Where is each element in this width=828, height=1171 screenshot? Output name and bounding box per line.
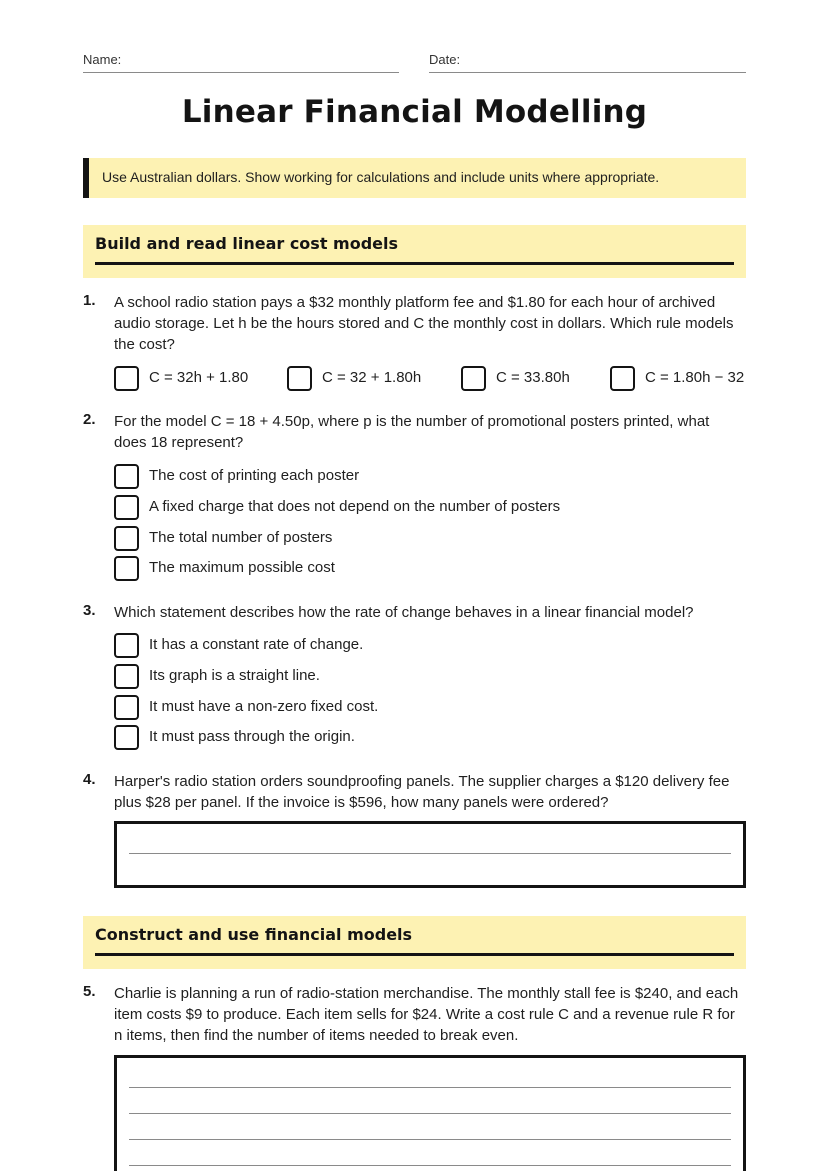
checkbox[interactable] xyxy=(287,366,312,391)
question-text: For the model C = 18 + 4.50p, where p is the number of promotional posters printed, what does 18 represent? xyxy=(114,413,710,451)
checkbox[interactable] xyxy=(114,526,139,551)
instructions-text: Use Australian dollars. Show working for calculations and include units where appropriate. xyxy=(102,169,660,185)
section-header-1 xyxy=(83,225,746,278)
worksheet-title: Linear Financial Modelling xyxy=(181,94,648,130)
answer-box[interactable] xyxy=(114,821,746,888)
section-header-2 xyxy=(83,916,746,969)
checkbox[interactable] xyxy=(114,366,139,391)
name-label: Name: xyxy=(83,52,122,67)
option-label: A fixed charge that does not depend on the number of posters xyxy=(149,498,561,515)
answer-line xyxy=(129,1139,731,1140)
question-number: 1. xyxy=(83,292,96,309)
answer-line xyxy=(129,1087,731,1088)
name-date-row xyxy=(83,52,746,74)
option-label: C = 1.80h − 32 xyxy=(645,369,745,386)
question-number: 5. xyxy=(83,983,96,1000)
checkbox[interactable] xyxy=(114,725,139,750)
option-label: Its graph is a straight line. xyxy=(149,667,320,684)
checkbox[interactable] xyxy=(114,556,139,581)
answer-line xyxy=(129,1165,731,1166)
option-label: C = 32 + 1.80h xyxy=(322,369,422,386)
instructions-banner xyxy=(83,158,746,198)
date-label: Date: xyxy=(429,52,461,67)
answer-box[interactable] xyxy=(114,1055,746,1171)
option-label: It must have a non-zero fixed cost. xyxy=(149,698,379,715)
section-title: Construct and use financial models xyxy=(95,925,734,956)
question-text: Charlie is planning a run of radio-station merchandise. The monthly stall fee is $240, and each item costs $9 to produce. Each item sells for $24. Write a cost rule C and a revenue rule R for n items, then find the number of items needed to break even. xyxy=(114,985,739,1044)
option-label: C = 32h + 1.80 xyxy=(149,369,249,386)
checkbox[interactable] xyxy=(610,366,635,391)
question-number: 2. xyxy=(83,411,96,428)
question-text: Harper's radio station orders soundproofing panels. The supplier charges a $120 delivery fee plus $28 per panel. If the invoice is $596, how many panels were ordered? xyxy=(114,773,730,811)
checkbox[interactable] xyxy=(114,495,139,520)
option-label: The maximum possible cost xyxy=(149,559,335,576)
checkbox[interactable] xyxy=(114,633,139,658)
answer-line xyxy=(129,1113,731,1114)
checkbox[interactable] xyxy=(114,464,139,489)
date-field[interactable] xyxy=(429,52,746,73)
checkbox[interactable] xyxy=(114,664,139,689)
question-text: Which statement describes how the rate of change behaves in a linear financial model? xyxy=(114,604,694,621)
option-label: The total number of posters xyxy=(149,529,333,546)
question-text: A school radio station pays a $32 monthly platform fee and $1.80 for each hour of archived audio storage. Let h be the hours stored and C the monthly cost in dollars. Which rule models the cost? xyxy=(114,294,734,353)
option-label: C = 33.80h xyxy=(496,369,570,386)
question-number: 4. xyxy=(83,771,96,788)
checkbox[interactable] xyxy=(461,366,486,391)
name-field[interactable] xyxy=(83,52,399,73)
section-title: Build and read linear cost models xyxy=(95,234,734,265)
answer-line xyxy=(129,853,731,854)
checkbox[interactable] xyxy=(114,695,139,720)
option-label: The cost of printing each poster xyxy=(149,467,360,484)
question-number: 3. xyxy=(83,602,96,619)
option-label: It has a constant rate of change. xyxy=(149,636,364,653)
option-label: It must pass through the origin. xyxy=(149,728,355,745)
